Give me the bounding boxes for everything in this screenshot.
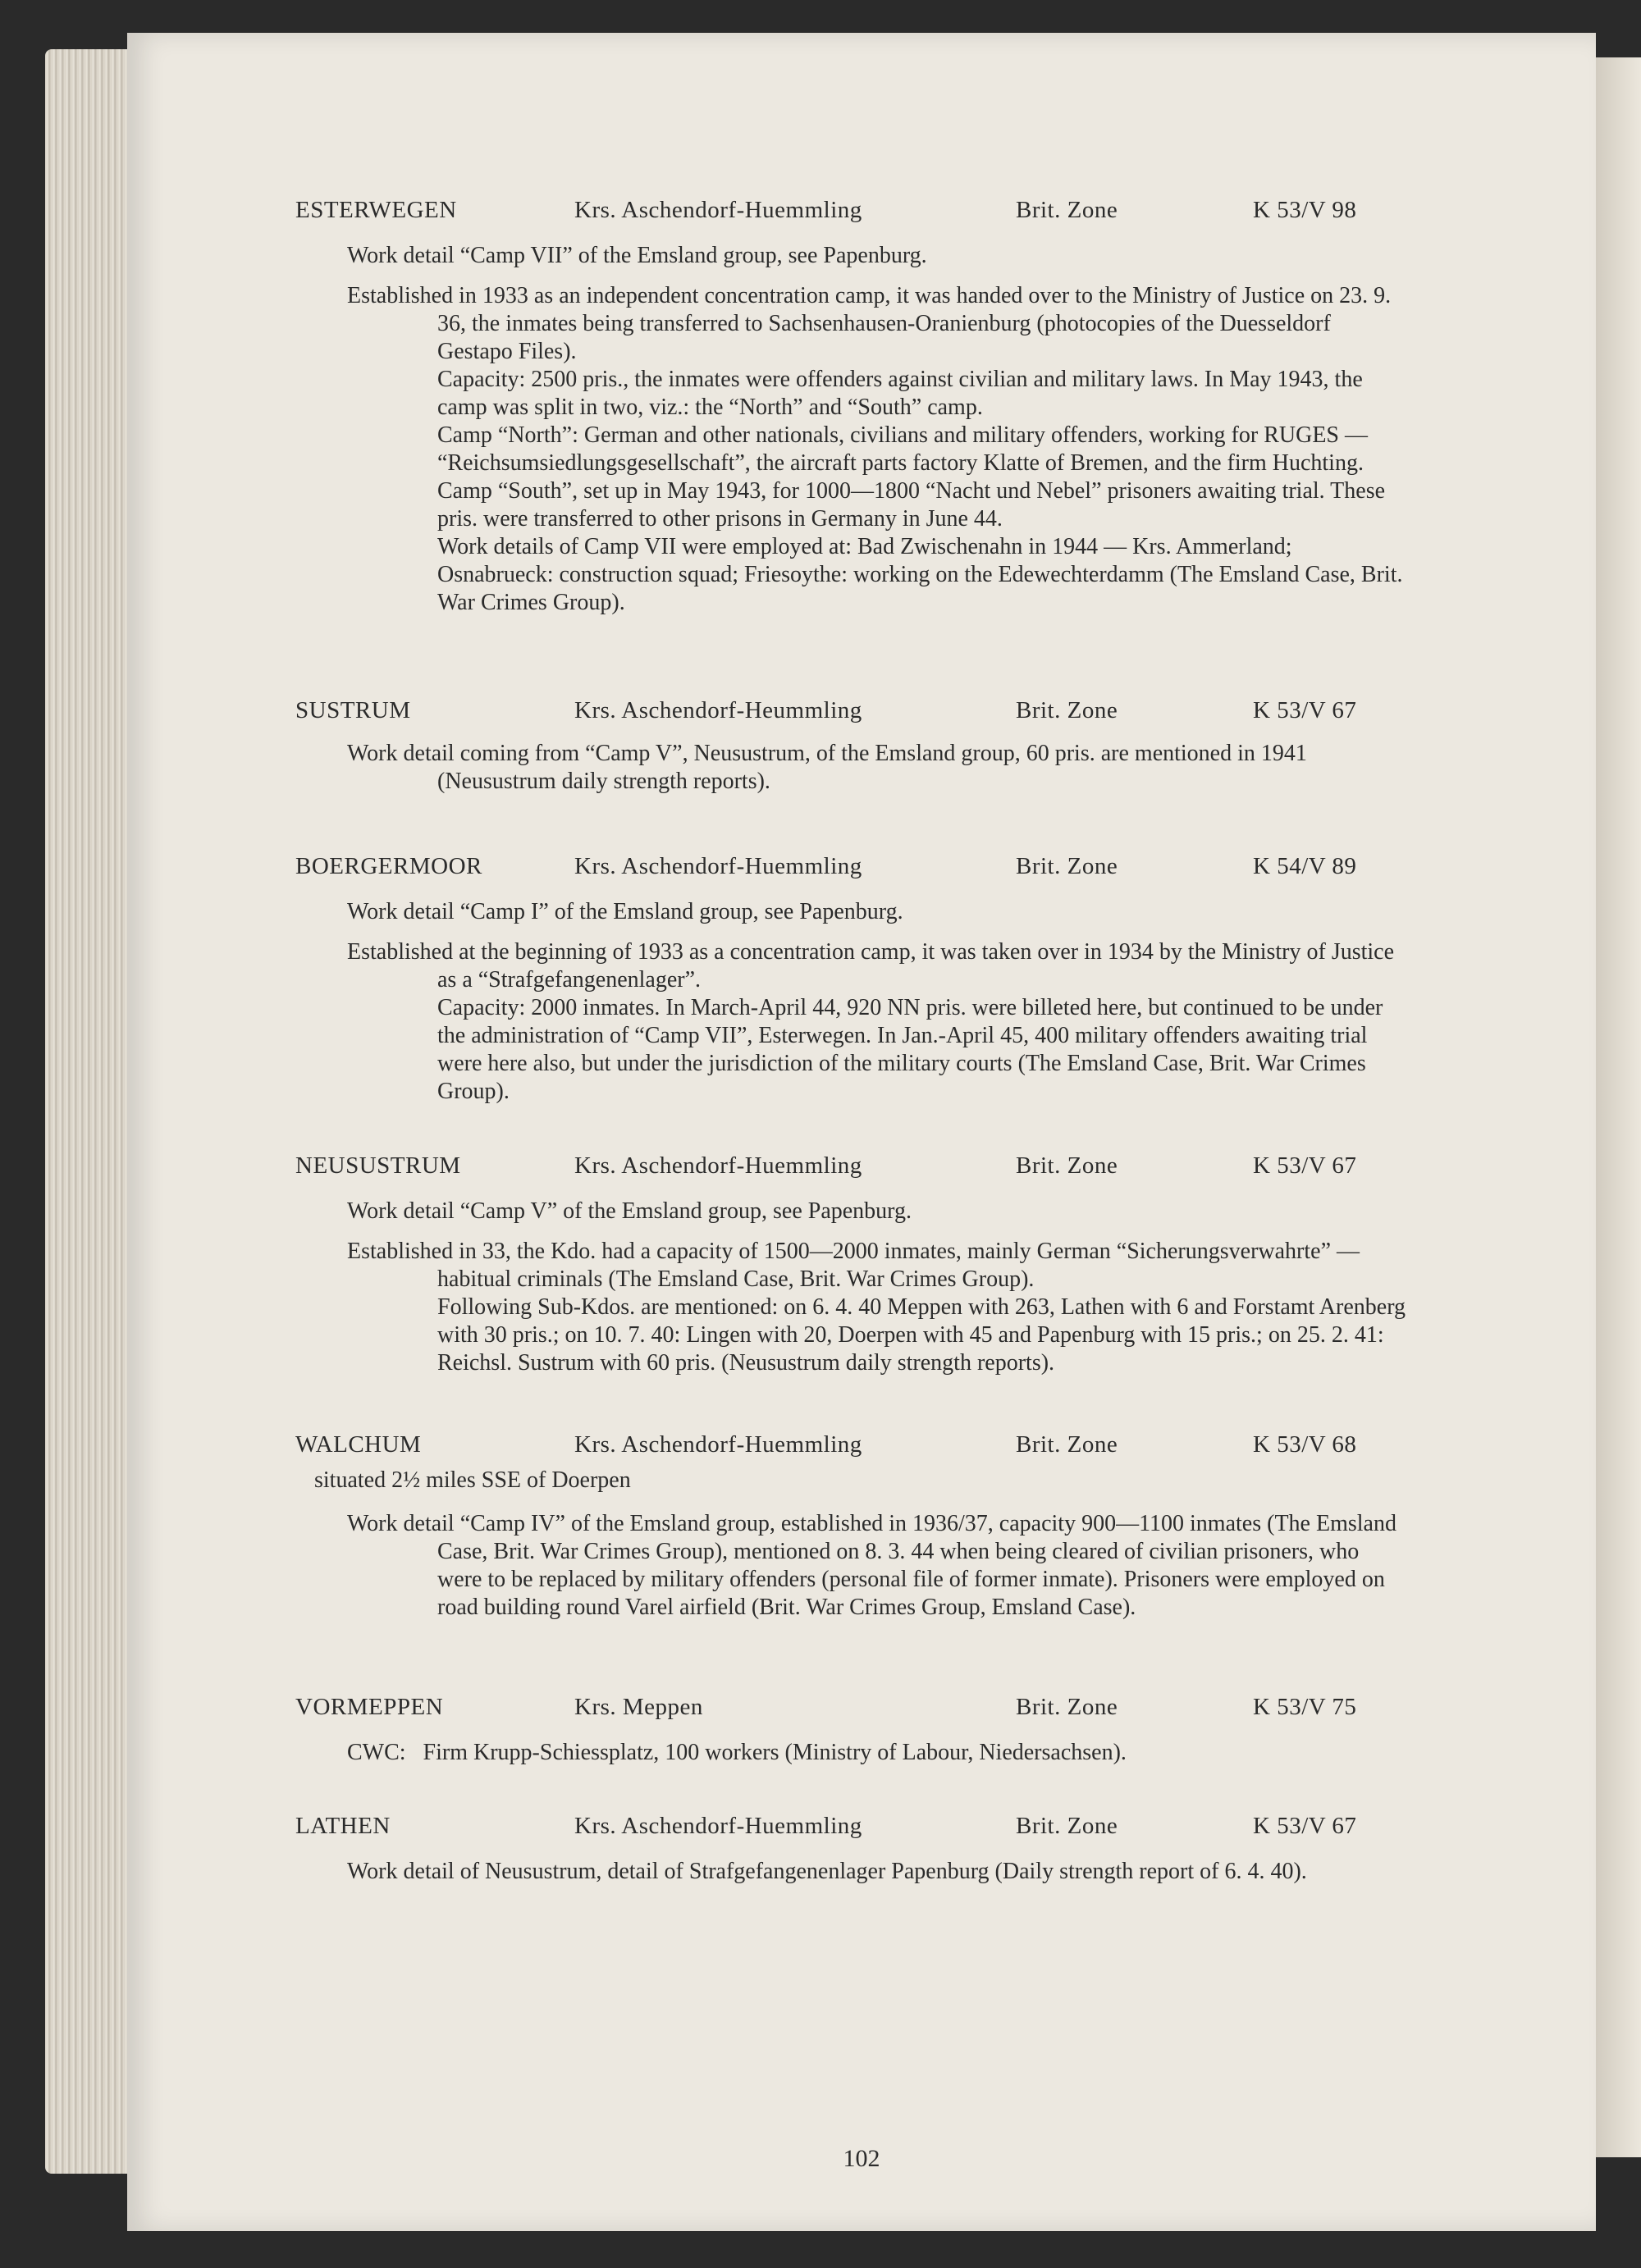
map-reference: K 53/V 67 (1253, 1152, 1357, 1179)
entry-description (347, 1510, 1406, 1622)
entry-header (127, 1431, 1596, 1464)
page-number: 102 (843, 2145, 880, 2172)
place-name: VORMEPPEN (295, 1694, 444, 1720)
paragraph: Work detail coming from “Camp V”, Neusustrum, of the Emsland group, 60 pris. are mentioned in 1941 (Neusustrum daily strength reports). (347, 741, 1307, 794)
work-detail-line: Work detail “Camp I” of the Emsland group, see Papenburg. (347, 899, 903, 924)
place-name: LATHEN (295, 1813, 391, 1839)
cwc-line: CWC: Firm Krupp-Schiessplatz, 100 workers (Ministry of Labour, Niedersachsen). (347, 1740, 1127, 1765)
book-page (127, 33, 1596, 2231)
entry-description (347, 938, 1406, 1106)
work-detail-line: Work detail “Camp V” of the Emsland group, see Papenburg. (347, 1198, 912, 1224)
place-name: BOERGERMOOR (295, 853, 482, 879)
entry-neusustrum (127, 1152, 1596, 1377)
paragraph: Capacity: 2000 inmates. In March-April 44, 920 NN pris. were billeted here, but continued to be under the administration of “Camp VII”, Esterwegen. In Jan.-April 45, 400 military offenders awaiting trial were here also, but under the jurisdiction of the military courts (The Emsland Case, Brit. War Crimes Group). (437, 995, 1383, 1104)
entry-description (347, 740, 1406, 796)
work-detail-line: Work detail of Neusustrum, detail of Strafgefangenenlager Papenburg (Daily strength report of 6. 4. 40). (347, 1859, 1307, 1884)
district: Krs. Meppen (574, 1694, 703, 1720)
entry-header (127, 197, 1596, 240)
entry-esterwegen (127, 197, 1596, 617)
paragraph: Camp “North”: German and other nationals, civilians and military offenders, working for RUGES — “Reichsumsiedlungsgesellschaft”, the aircraft parts factory Klatte of Bremen, and the firm Huchting. (437, 422, 1368, 476)
place-name: SUSTRUM (295, 697, 411, 723)
entry-header (127, 697, 1596, 740)
place-name: WALCHUM (295, 1431, 422, 1458)
zone: Brit. Zone (1016, 197, 1118, 223)
zone: Brit. Zone (1016, 853, 1118, 879)
map-reference: K 54/V 89 (1253, 853, 1357, 879)
facing-page-edge (1592, 57, 1641, 2157)
paragraph: Established in 33, the Kdo. had a capacity of 1500—2000 inmates, mainly German “Sicherungsverwahrte” — habitual criminals (The Emsland Case, Brit. War Crimes Group). (347, 1239, 1360, 1292)
paragraph: Established at the beginning of 1933 as a concentration camp, it was taken over in 1934 by the Ministry of Justice as a “Strafgefangenenlager”. (347, 939, 1395, 993)
map-reference: K 53/V 75 (1253, 1694, 1357, 1720)
district: Krs. Aschendorf-Huemmling (574, 853, 862, 879)
entry-walchum (127, 1431, 1596, 1622)
entry-vormeppen (127, 1694, 1596, 1768)
district: Krs. Aschendorf-Huemmling (574, 197, 862, 223)
paragraph: Work detail “Camp IV” of the Emsland group, established in 1936/37, capacity 900—1100 inmates (The Emsland Case, Brit. War Crimes Group), mentioned on 8. 3. 44 when being cleared of civilian prisoners, who were to be replaced by military offenders (personal file of former inmate). Prisoners were employed on road building round Varel airfield (Brit. War Crimes Group, Emsland Case). (347, 1511, 1396, 1620)
entry-sustrum (127, 697, 1596, 796)
district: Krs. Aschendorf-Huemmling (574, 1813, 862, 1839)
district: Krs. Aschendorf-Heummling (574, 697, 862, 723)
entry-header (127, 1694, 1596, 1736)
entry-header (127, 1152, 1596, 1195)
zone: Brit. Zone (1016, 697, 1118, 723)
district: Krs. Aschendorf-Huemmling (574, 1431, 862, 1458)
entry-description (347, 1238, 1406, 1377)
district: Krs. Aschendorf-Huemmling (574, 1152, 862, 1179)
entry-header (127, 853, 1596, 896)
place-name: ESTERWEGEN (295, 197, 457, 223)
paragraph: Following Sub-Kdos. are mentioned: on 6. 4. 40 Meppen with 263, Lathen with 6 and Forstamt Arenberg with 30 pris.; on 10. 7. 40: Lingen with 20, Doerpen with 45 and Papenburg with 15 pris.; on 25. 2. 41: Reichsl. Sustrum with 60 pris. (Neusustrum daily strength reports). (437, 1294, 1406, 1376)
map-reference: K 53/V 67 (1253, 697, 1357, 723)
map-reference: K 53/V 67 (1253, 1813, 1357, 1839)
paragraph: Capacity: 2500 pris., the inmates were offenders against civilian and military laws. In May 1943, the camp was split in two, viz.: the “North” and “South” camp. (437, 367, 1363, 420)
zone: Brit. Zone (1016, 1431, 1118, 1458)
entry-boergermoor (127, 853, 1596, 1106)
work-detail-line: Work detail “Camp VII” of the Emsland group, see Papenburg. (347, 243, 927, 268)
entry-header (127, 1813, 1596, 1855)
place-name: NEUSUSTRUM (295, 1152, 461, 1179)
entry-lathen (127, 1813, 1596, 1887)
page-stack-edge (45, 49, 135, 2174)
zone: Brit. Zone (1016, 1152, 1118, 1179)
paragraph: Camp “South”, set up in May 1943, for 1000—1800 “Nacht und Nebel” prisoners awaiting trial. These pris. were transferred to other prisons in Germany in June 44. (437, 478, 1386, 532)
map-reference: K 53/V 68 (1253, 1431, 1357, 1458)
map-reference: K 53/V 98 (1253, 197, 1357, 223)
zone: Brit. Zone (1016, 1694, 1118, 1720)
entry-description (347, 282, 1406, 617)
paragraph: Work details of Camp VII were employed at: Bad Zwischenahn in 1944 — Krs. Ammerland; Osnabrueck: construction squad; Friesoythe: working on the Edewechterdamm (The Emsland Case, Brit. War Crimes Group). (437, 534, 1403, 615)
zone: Brit. Zone (1016, 1813, 1118, 1839)
location-note: situated 2½ miles SSE of Doerpen (314, 1467, 631, 1493)
paragraph: Established in 1933 as an independent concentration camp, it was handed over to the Ministry of Justice on 23. 9. 36, the inmates being transferred to Sachsenhausen-Oranienburg (photocopies of the Duesseldorf Gestapo Files). (347, 283, 1392, 364)
